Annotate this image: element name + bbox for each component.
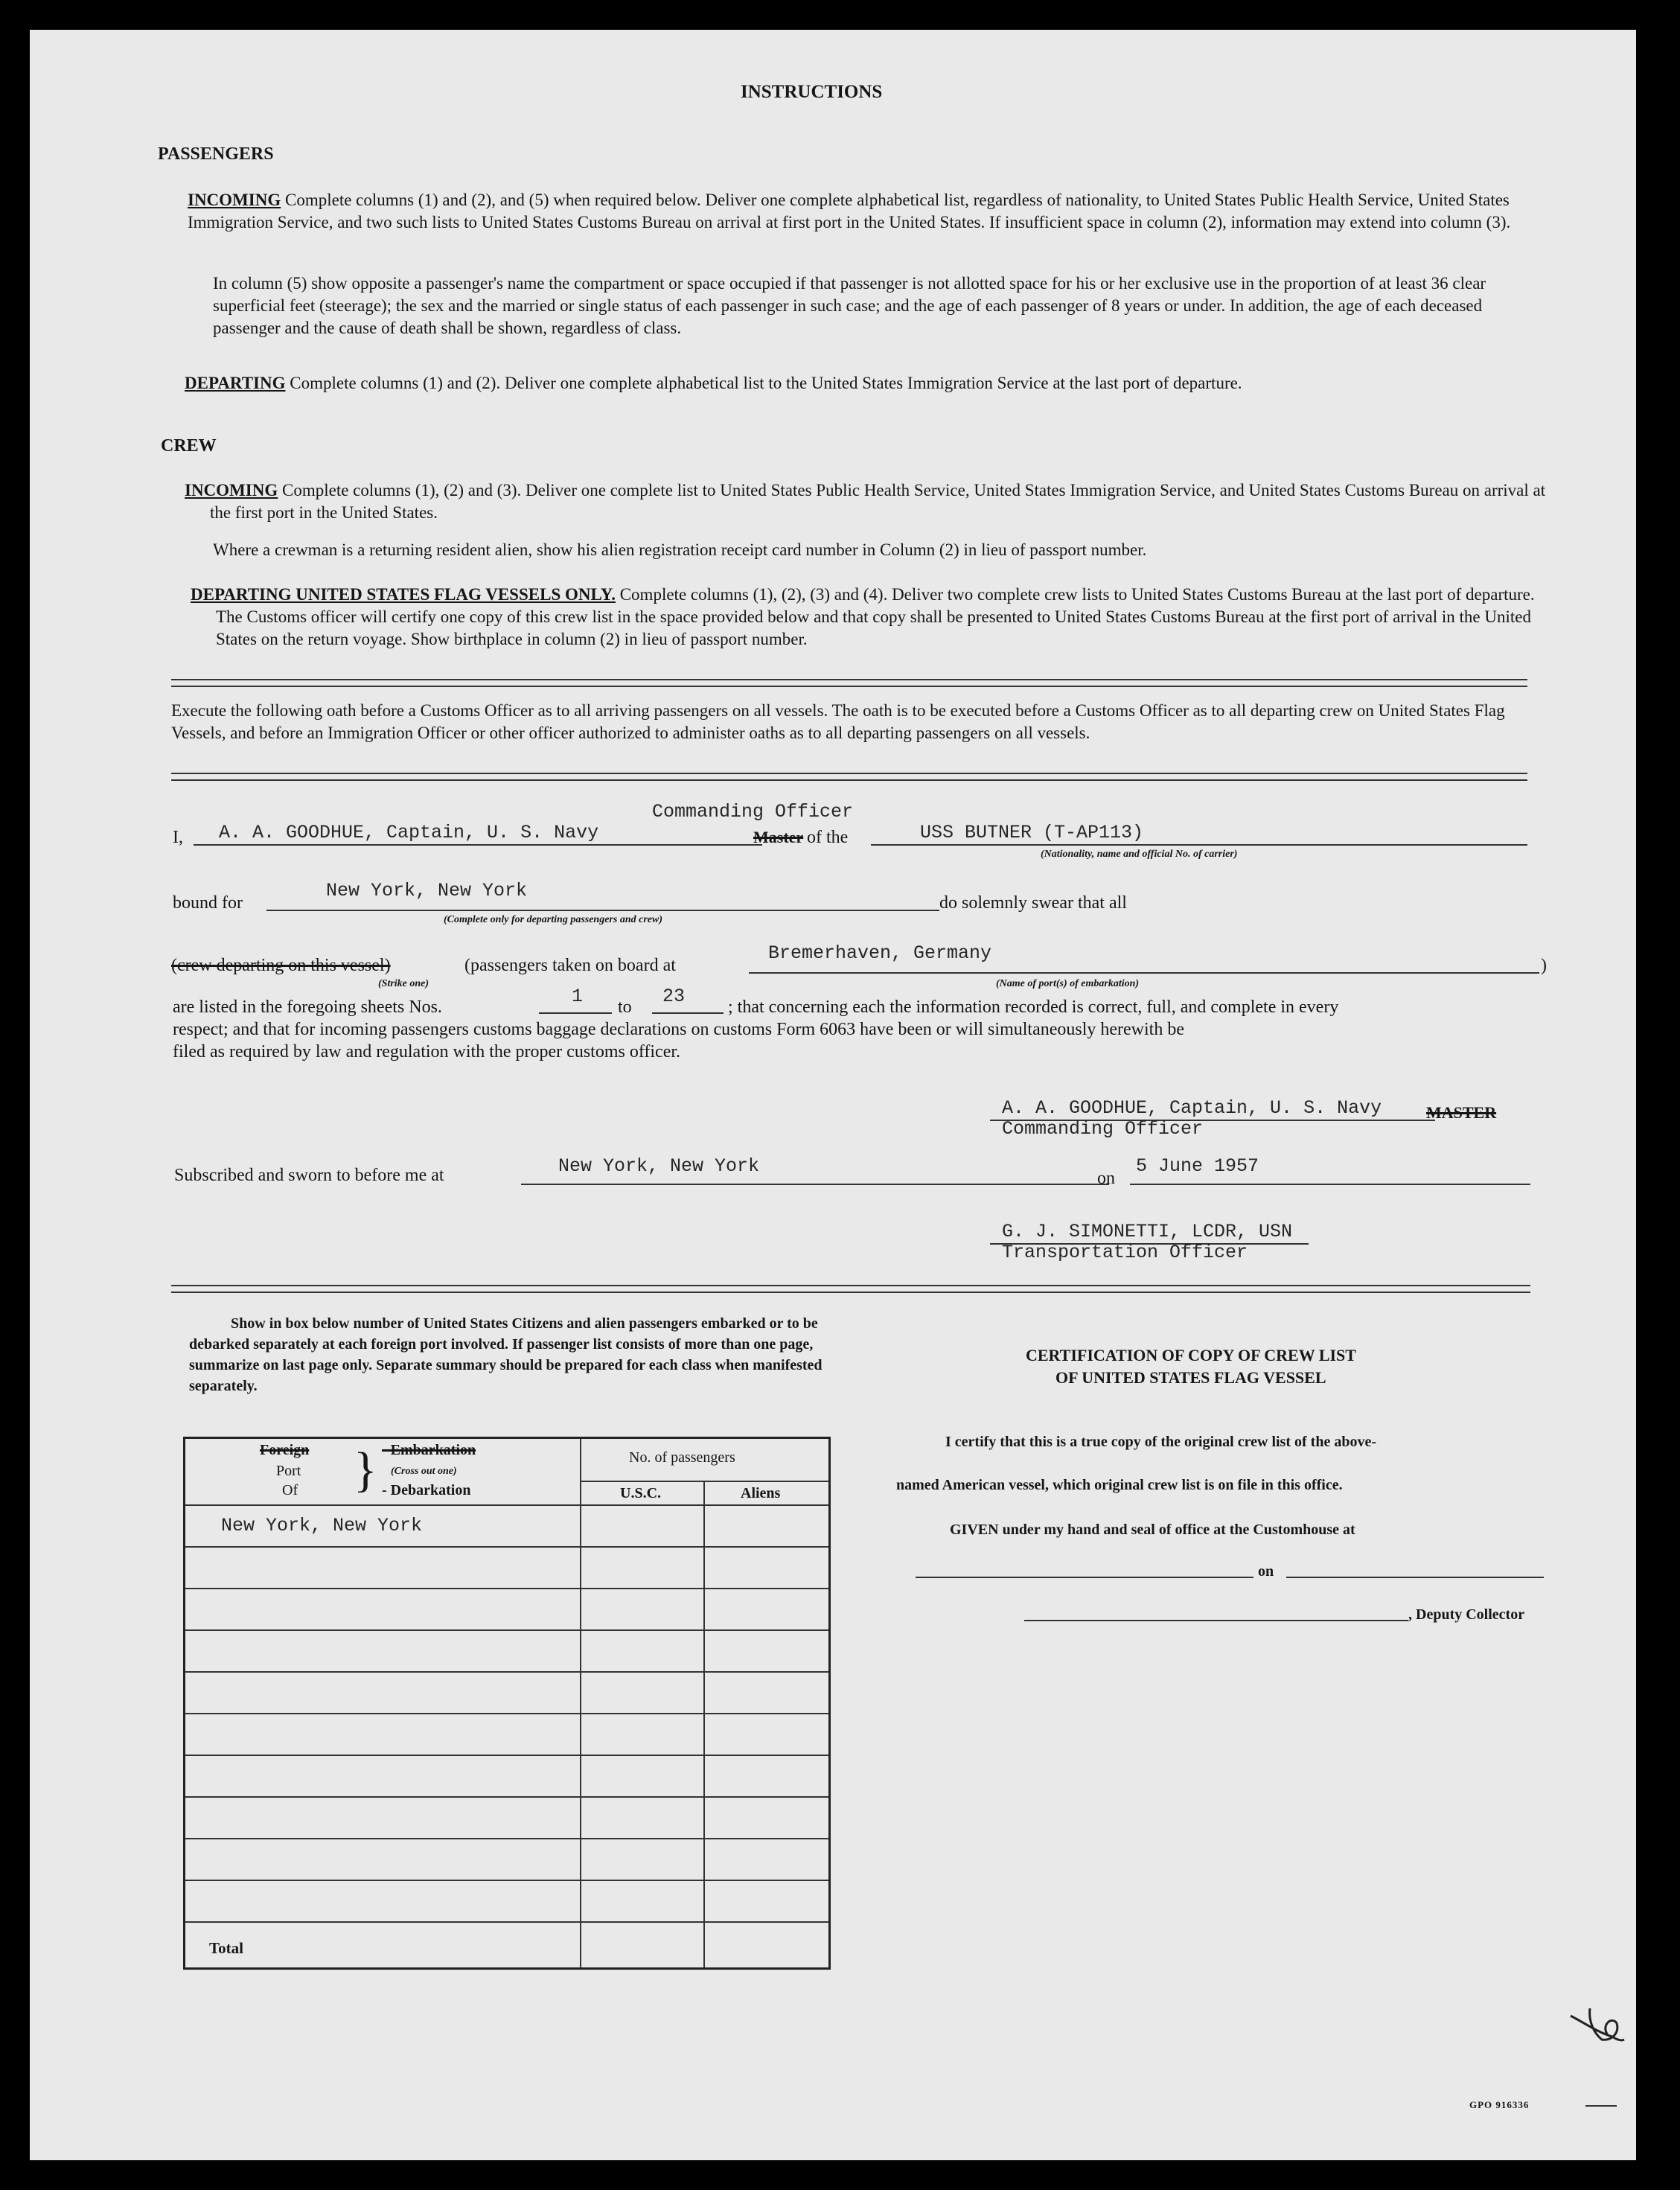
crew-heading: CREW — [161, 436, 217, 456]
crew-departing-text: Complete columns (1), (2), (3) and (4). Deliver two complete crew lists to United States Customs Bureau at the last port of departure. The Customs officer will certify one copy of this crew list in the space provided below and that copy shall be presented to United States Customs Bureau at the first port of arrival in the United States on the return voyage. Show birthplace in column (2) in lieu of passport number. — [216, 585, 1535, 648]
deputy-signature-line — [1024, 1620, 1408, 1621]
sheet-from-underline — [539, 1012, 612, 1014]
cross-out-caption: (Cross out one) — [391, 1466, 457, 1477]
sheet-to: 23 — [662, 986, 686, 1007]
passengers-incoming-text: Complete columns (1) and (2), and (5) when required below. Deliver one complete alphabetical list, regardless of nationality, to United States Public Health Service, United States Immigration Service, and two such lists to United States Customs Bureau on arrival at first port in the United States. If insufficient space in column (2), information may extend into column (3). — [188, 191, 1511, 232]
subscribed-place: New York, New York — [558, 1155, 760, 1177]
bound-for-value: New York, New York — [326, 880, 528, 901]
total-label: Total — [209, 1939, 243, 1957]
deputy-collector-label: , Deputy Collector — [1408, 1606, 1525, 1623]
table-row-divider — [185, 1755, 828, 1756]
passengers-departing-label: DEPARTING — [185, 374, 286, 392]
swear-text: do solemnly swear that all — [939, 893, 1127, 913]
section-divider — [171, 1285, 1530, 1293]
oath-title-value: Commanding Officer — [652, 801, 854, 823]
section-divider — [171, 773, 1527, 781]
oath-carrier-value: USS BUTNER (T-AP113) — [920, 822, 1144, 843]
close-paren: ) — [1541, 956, 1547, 975]
date-value: 5 June 1957 — [1136, 1155, 1259, 1177]
cert-title-2: OF UNITED STATES FLAG VESSEL — [1055, 1368, 1326, 1387]
gpo-number: GPO 916336 — [1469, 2099, 1530, 2110]
strike-caption: (Strike one) — [378, 978, 429, 989]
table-row-divider — [185, 1671, 828, 1673]
table-row-divider — [185, 1838, 828, 1839]
sheet-to-underline — [652, 1012, 724, 1014]
bound-for-label: bound for — [173, 893, 243, 913]
cert-line-3: GIVEN under my hand and seal of office at the Customhouse at — [950, 1522, 1355, 1538]
table-row-divider — [185, 1921, 828, 1923]
crew-departing-paragraph — [191, 584, 1553, 651]
crew-incoming-paragraph — [185, 479, 1553, 524]
embark-underline — [749, 972, 1539, 974]
oath-master-struck: Master — [753, 828, 804, 846]
cert-on-label: on — [1258, 1563, 1274, 1580]
passengers-heading: PASSENGERS — [158, 144, 274, 164]
sheets-label: are listed in the foregoing sheets Nos. — [173, 997, 442, 1017]
bound-for-caption: (Complete only for departing passengers and crew) — [444, 914, 662, 925]
embarkation-label: - Embarkation — [382, 1442, 476, 1458]
cert-date-line — [1286, 1577, 1544, 1578]
cert-place-line — [916, 1577, 1253, 1578]
crew-incoming-label: INCOMING — [185, 481, 278, 499]
handwritten-initial-icon — [1568, 2002, 1627, 2047]
embark-caption: (Name of port(s) of embarkation) — [996, 978, 1140, 989]
officer-title: Transportation Officer — [1002, 1242, 1248, 1263]
table-col-divider — [580, 1439, 581, 1967]
col-of: Of — [282, 1482, 298, 1498]
to-label: to — [618, 997, 632, 1017]
sheets-rest-2: respect; and that for incoming passengers customs baggage declarations on customs Form 6063 have been or will simultaneously herewith be — [173, 1020, 1184, 1039]
carrier-underline — [871, 844, 1527, 846]
sheets-rest-3: filed as required by law and regulation with the proper customs officer. — [173, 1042, 681, 1062]
table-row-port: New York, New York — [221, 1515, 423, 1536]
oath-i-label: I, — [173, 828, 183, 847]
debarkation-label: - Debarkation — [382, 1482, 471, 1498]
aliens-header: Aliens — [741, 1485, 781, 1501]
passengers-taken-text: (passengers taken on board at — [464, 956, 676, 975]
name-underline — [194, 844, 762, 846]
usc-header: U.S.C. — [620, 1485, 662, 1501]
bound-for-underline — [266, 910, 939, 911]
footer-dash — [1585, 2105, 1617, 2107]
table-row-divider — [185, 1713, 828, 1714]
brace-icon: } — [354, 1443, 377, 1497]
subscribed-label: Subscribed and sworn to before me at — [174, 1166, 444, 1185]
crew-resident-text: Where a crewman is a returning resident alien, show his alien registration receipt card number in Column (2) in lieu of passport number. — [213, 540, 1147, 559]
table-row-divider — [185, 1588, 828, 1589]
oath-name-value: A. A. GOODHUE, Captain, U. S. Navy — [219, 822, 599, 843]
signer-title: Commanding Officer — [1002, 1118, 1204, 1140]
summary-instructions: Show in box below number of United States Citizens and alien passengers embarked or to be debarked separately at each foreign port involved. If passenger list consists of more than one page, summarize on last page only. Separate summary should be prepared for each class when manifested separately. — [189, 1315, 823, 1394]
sheet-from: 1 — [572, 986, 584, 1007]
master-struck-2: MASTER — [1426, 1103, 1497, 1122]
table-row-divider — [185, 1629, 828, 1631]
col-foreign: Foreign — [260, 1442, 310, 1458]
table-header-bottom — [185, 1504, 828, 1506]
on-label: on — [1097, 1169, 1115, 1188]
officer-name: G. J. SIMONETTI, LCDR, USN — [1002, 1221, 1293, 1242]
table-row-divider — [185, 1880, 828, 1881]
col-port: Port — [276, 1463, 301, 1479]
table-row-divider — [185, 1546, 828, 1548]
subscribed-underline — [521, 1184, 1109, 1185]
form-page — [30, 30, 1636, 2160]
signer-name: A. A. GOODHUE, Captain, U. S. Navy — [1002, 1097, 1382, 1119]
crew-struck-text: (crew departing on this vessel) — [171, 956, 391, 975]
cert-title-1: CERTIFICATION OF COPY OF CREW LIST — [1026, 1346, 1356, 1364]
embark-value: Bremerhaven, Germany — [768, 942, 992, 964]
no-passengers-header: No. of passengers — [629, 1449, 735, 1466]
passengers-departing-paragraph — [185, 372, 1553, 395]
cert-line-2: named American vessel, which original crew list is on file in this office. — [896, 1477, 1343, 1493]
crew-incoming-text: Complete columns (1), (2) and (3). Deliver one complete list to United States Public Health Service, United States Immigration Service, and United States Customs Bureau on arrival at the first port in the United States. — [210, 481, 1546, 522]
table-row-divider — [185, 1796, 828, 1798]
date-underline — [1130, 1184, 1530, 1185]
oath-intro-text: Execute the following oath before a Customs Officer as to all arriving passengers on all vessels. The oath is to be executed before a Customs Officer as to all departing crew on United States Flag Vessels, and before an Immigration Officer or other officer authorized to administer oaths as to all departing passengers on all vessels. — [171, 701, 1505, 742]
passengers-incoming-paragraph — [188, 189, 1527, 234]
oath-of-the: of the — [807, 828, 849, 847]
table-col-divider — [703, 1481, 705, 1967]
sheets-rest-1: ; that concerning each the information recorded is correct, full, and complete in every — [728, 997, 1339, 1017]
crew-departing-label: DEPARTING UNITED STATES FLAG VESSELS ONLY. — [191, 585, 616, 604]
summary-table — [183, 1437, 831, 1970]
carrier-caption: (Nationality, name and official No. of carrier) — [1041, 849, 1238, 860]
section-divider — [171, 679, 1527, 687]
passengers-column5-text: In column (5) show opposite a passenger's name the compartment or space occupied if that passenger is not allotted space for his or her exclusive use in the proportion of at least 36 clear superficial feet (steerage); the sex and the married or single status of each passenger in such case; and the age of each passenger of 8 years or under. In addition, the age of each deceased passenger and the cause of death shall be shown, regardless of class. — [213, 274, 1486, 337]
page-title: INSTRUCTIONS — [741, 82, 883, 102]
cert-line-1: I certify that this is a true copy of the original crew list of the above- — [945, 1434, 1376, 1450]
passengers-departing-text: Complete columns (1) and (2). Deliver one complete alphabetical list to the United States Immigration Service at the last port of departure. — [290, 374, 1242, 392]
table-header-divider — [580, 1481, 828, 1482]
passengers-incoming-label: INCOMING — [188, 191, 281, 209]
